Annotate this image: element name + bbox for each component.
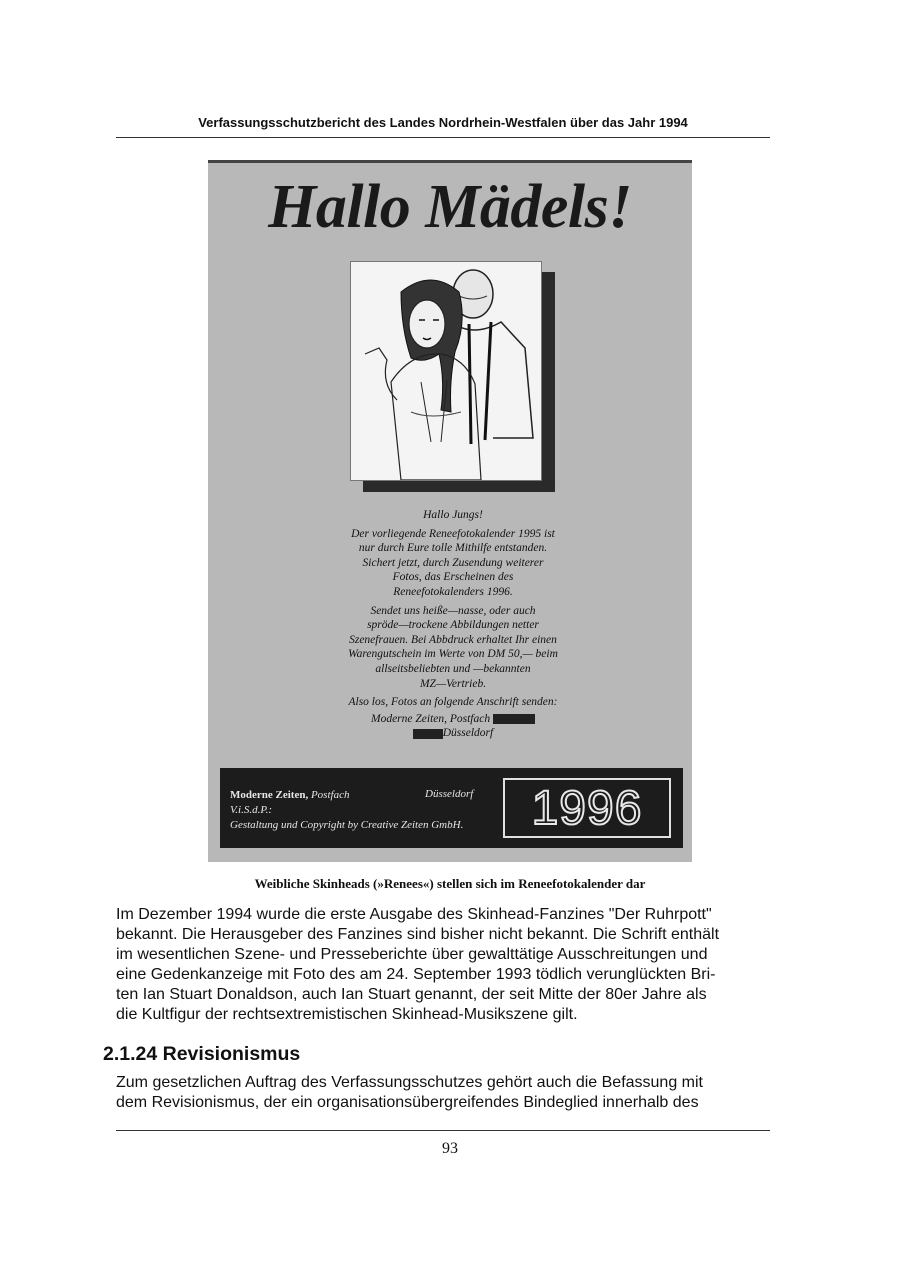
header-rule [116, 137, 770, 138]
page-number: 93 [442, 1140, 458, 1157]
year-box [503, 778, 671, 838]
footer-brand: Moderne Zeiten, [230, 789, 309, 801]
section-heading: 2.1.24 Revisionismus [103, 1043, 301, 1065]
ad-paragraph: Sendet uns heiße—nasse, oder auch spröde—trockene Abbildungen netter Szenefrauen. Bei Abbdruck erhaltet Ihr einen Warengutschein im Werte von DM 50,— beim allseitsbeliebten und —bekannten MZ—Vertrieb. [348, 604, 558, 690]
ad-address [318, 726, 588, 741]
illustration-couple-icon [350, 261, 542, 481]
redaction-bar [413, 729, 443, 739]
scanned-figure [208, 160, 692, 862]
ad-paragraph: Der vorliegende Reneefotokalender 1995 ist nur durch Eure tolle Mithilfe entstanden. Sichert jetzt, durch Zusendung weiterer Fotos, das Erscheinen des Reneefotokalenders 1996. [351, 527, 555, 598]
footer-copyright: Gestaltung und Copyright by Creative Zeiten GmbH. [230, 819, 464, 831]
ad-address [318, 712, 588, 727]
ad-greeting: Hallo Jungs! [423, 509, 483, 521]
footer-postfach: Postfach [310, 789, 350, 801]
running-header: Verfassungsschutzbericht des Landes Nordrhein-Westfalen über das Jahr 1994 [198, 115, 688, 130]
ad-paragraph: Also los, Fotos an folgende Anschrift senden: [348, 696, 558, 709]
body-paragraph: Zum gesetzlichen Auftrag des Verfassungsschutzes gehört auch die Befassung mit dem Revisionismus, der ein organisationsübergreifendes Bindeglied innerhalb des [116, 1074, 703, 1111]
figure-caption: Weibliche Skinheads (»Renees«) stellen sich im Reneefotokalender dar [254, 876, 646, 891]
footer-visdp: V.i.S.d.P.: [230, 804, 273, 816]
calendar-year: 1996 [531, 781, 643, 835]
ad-address-line2: Düsseldorf [442, 727, 494, 740]
calendar-footer-bar [220, 768, 683, 848]
advertisement-text [318, 508, 588, 741]
footer-city: Düsseldorf [425, 788, 474, 800]
body-paragraph: Im Dezember 1994 wurde die erste Ausgabe des Skinhead-Fanzines "Der Ruhrpott" bekannt. Die Herausgeber des Fanzines sind bisher nicht bekannt. Die Schrift enthält im wesentlichen Szene- und Presseberichte über gewalttätige Ausschreitungen und eine Gedenkanzeige mit Foto des am 24. September 1993 tödlich verunglückten Bri- ten Ian Stuart Donaldson, auch Ian Stuart genannt, der seit Mitte der 80er Jahre als die Kultfigur der rechtsextremistischen Skinhead-Musikszene gilt. [116, 906, 720, 1023]
redaction-bar [493, 714, 535, 724]
figure-headline: Hallo Mädels! [268, 173, 632, 241]
ad-address-line1: Moderne Zeiten, Postfach [370, 712, 491, 725]
footer-rule [116, 1130, 770, 1131]
